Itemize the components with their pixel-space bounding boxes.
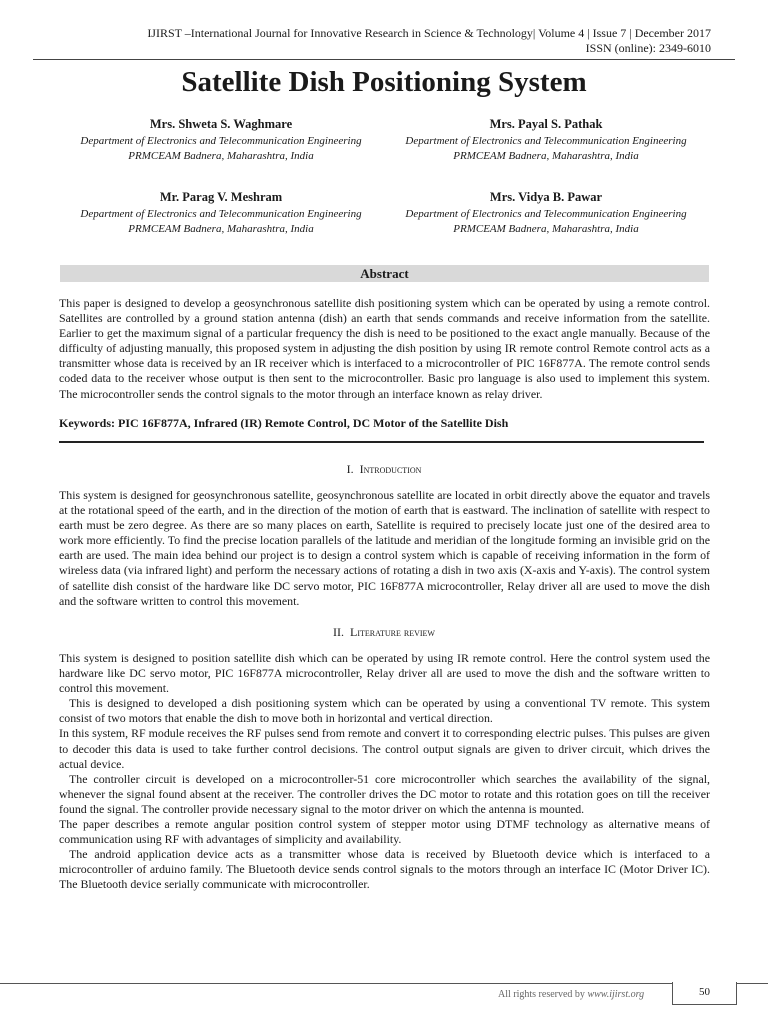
section-heading-literature-review (0, 625, 768, 639)
paragraph: The android application device acts as a transmitter whose data is received by Bluetooth device which is interfaced to a microcontroller of arduino family. The Bluetooth device sends control signals to the motors through an interface IC (Motor Driver IC). The Bluetooth device serially communicate with microcontroller. (59, 847, 710, 892)
footer-rights (498, 989, 644, 1000)
author-name: Mrs. Vidya B. Pawar (489, 190, 603, 204)
author-block (381, 190, 711, 237)
section-number: II. (333, 625, 344, 639)
author-name: Mrs. Payal S. Pathak (489, 117, 603, 131)
abstract-heading: Abstract (60, 265, 709, 282)
header-divider (33, 59, 735, 60)
paragraph: In this system, RF module receives the RF pulses send from remote and convert it to corresponding electric pulses. This pulses are given to decoder this data is used to take further control decisions. The control output signals are given to driver circuit, which drives the actual device. (59, 726, 710, 771)
paragraph: This system is designed for geosynchronous satellite, geosynchronous satellite are located in orbit directly above the equator and travels at the rotational speed of the earth, and in the direction of the motion of earth that is eastward. The inclination of satellite with respect to earth must be zero degree. As there are so many places on earth, Satellite is required to precisely locate just one of the desired area to work more efficiently. To find the precise location parallels of the latitude and meridian of the longitude forming an invisible grid on the earth are used. The main idea behind our project is to design a control system which is capable of receiving information in the form of wireless data (via infrared light) and perform the necessary actions of rotating a dish in two axis (X-axis and Y-axis). The control system of satellite dish consist of the hardware like DC servo motor, PIC 16F877A microcontroller, Relay driver all are used to move the dish and the software written to control this movement. (59, 488, 710, 608)
keywords-divider (59, 441, 704, 443)
author-name: Mrs. Shweta S. Waghmare (149, 117, 293, 131)
journal-line: IJIRST –International Journal for Innovative Research in Science & Technology| Volume 4 | Issue 7 | December 2017 (147, 26, 711, 40)
paragraph: The controller circuit is developed on a microcontroller-51 core microcontroller which searches the availability of the signal, whenever the signal found absent at the receiver. The controller drives the DC motor to rotate and this rotation goes on till the receiver found the signal. The controller provide necessary signal to the motor driver on which the antenna is mounted. (59, 771, 710, 816)
author-name: Mr. Parag V. Meshram (159, 190, 283, 204)
introduction-body (59, 488, 710, 609)
rights-text: All rights reserved by (498, 989, 585, 1000)
abstract-body (59, 296, 710, 402)
footer-divider (0, 983, 768, 984)
author-affiliation: PRMCEAM Badnera, Maharashtra, India (128, 150, 314, 162)
journal-header (51, 26, 711, 56)
author-block (56, 117, 386, 164)
section-title: Introduction (359, 462, 422, 476)
author-block (56, 190, 386, 237)
author-department: Department of Electronics and Telecommunication Engineering (405, 208, 687, 220)
author-affiliation: PRMCEAM Badnera, Maharashtra, India (128, 223, 314, 235)
author-affiliation: PRMCEAM Badnera, Maharashtra, India (453, 150, 639, 162)
section-title: Literature review (350, 625, 435, 639)
author-department: Department of Electronics and Telecommunication Engineering (80, 208, 362, 220)
author-affiliation: PRMCEAM Badnera, Maharashtra, India (453, 223, 639, 235)
section-number: I. (346, 462, 354, 476)
section-heading-introduction (0, 462, 768, 476)
paragraph: This system is designed to position satellite dish which can be operated by using IR remote control. Here the control system used the hardware like DC servo motor, PIC 16F877A microcontroller, Relay driver all are used to move the dish and the software written to control this movement. (59, 651, 710, 696)
page-number: 50 (672, 982, 737, 1005)
paragraph: The paper describes a remote angular position control system of stepper motor using DTMF technology as alternative means of communication using RF with advantages of simplicity and availability. (59, 817, 710, 847)
author-department: Department of Electronics and Telecommunication Engineering (405, 135, 687, 147)
author-department: Department of Electronics and Telecommunication Engineering (80, 135, 362, 147)
abstract-paragraph: This paper is designed to develop a geosynchronous satellite dish positioning system which can be operated by using a remote control. Satellites are controlled by a ground station antenna (dish) an earth that sends commands and receive information from the satellite. Earlier to get the maximum signal of a particular frequency the dish is need to be positioned to the exact angle manually. Because of the difficulty of adjusting manually, this proposed system in adjusting the dish position by using IR remote control Remote control acts as a transmitter whose data is received by an IR receiver which is interfaced to a microcontroller of PIC 16F877A. The remote control sends coded data to the receiver whose output is then sent to the microcontroller. Basic pro language is also used to implement this system. The microcontroller sends the control signals to the motor through an interface known as relay driver. (59, 296, 710, 401)
paragraph: This is designed to developed a dish positioning system which can be operated by using a conventional TV remote. This system consist of two motors that enable the dish to move both in horizontal and vertical direction. (59, 696, 710, 726)
issn-line: ISSN (online): 2349-6010 (585, 41, 711, 55)
journal-url[interactable]: www.ijirst.org (587, 989, 645, 1000)
keywords: Keywords: PIC 16F877A, Infrared (IR) Remote Control, DC Motor of the Satellite Dish (59, 416, 509, 430)
paper-title: Satellite Dish Positioning System (181, 66, 587, 98)
literature-review-body (59, 651, 710, 893)
author-block (381, 117, 711, 164)
